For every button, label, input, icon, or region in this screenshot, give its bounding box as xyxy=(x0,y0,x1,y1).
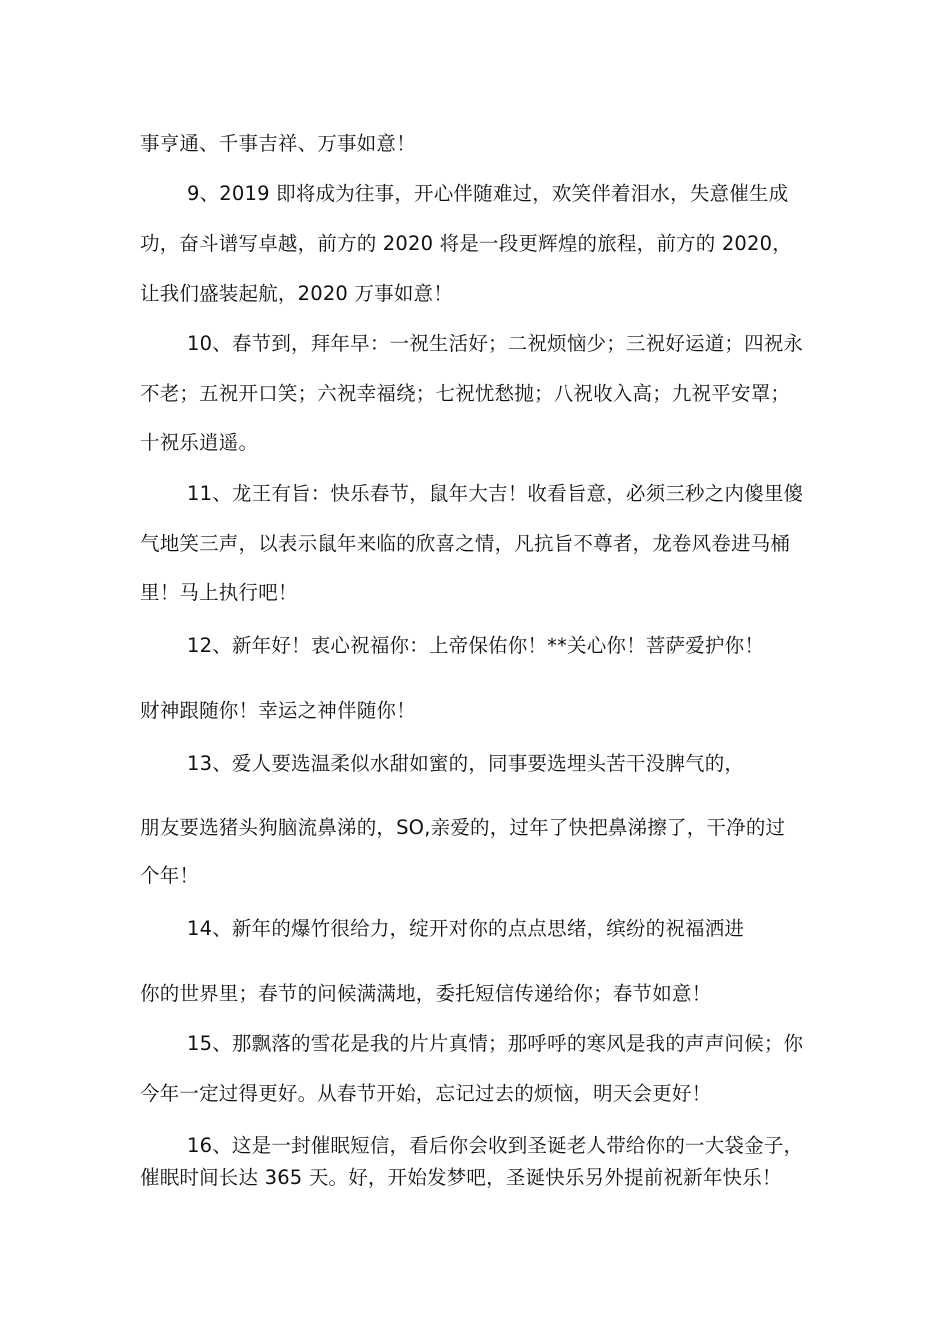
text-line: 事亨通、千事吉祥、万事如意！ xyxy=(140,132,416,155)
paragraph-10-line-3: 十祝乐逍遥。 xyxy=(140,431,259,454)
paragraph-13-line-1: 13、爱人要选温柔似水甜如蜜的，同事要选埋头苦干没脾气的， xyxy=(187,752,745,775)
paragraph-12-line-1: 12、新年好！衷心祝福你：上帝保佑你！**关心你！菩萨爱护你！ xyxy=(187,634,765,657)
paragraph-10-line-1: 10、春节到，拜年早：一祝生活好；二祝烦恼少；三祝好运道；四祝永 xyxy=(187,332,804,355)
paragraph-13-line-2: 朋友要选猪头狗脑流鼻涕的，SO,亲爱的，过年了快把鼻涕擦了，干净的过 xyxy=(140,816,786,839)
paragraph-9-line-3: 让我们盛装起航，2020 万事如意！ xyxy=(140,282,453,305)
paragraph-11-line-1: 11、龙王有旨：快乐春节，鼠年大吉！收看旨意，必须三秒之内傻里傻 xyxy=(187,482,804,505)
paragraph-14-line-1: 14、新年的爆竹很给力，绽开对你的点点思绪，缤纷的祝福洒进 xyxy=(187,917,745,940)
paragraph-10-line-2: 不老；五祝开口笑；六祝幸福绕；七祝忧愁抛；八祝收入高；九祝平安罩； xyxy=(140,382,791,405)
paragraph-9-line-2: 功，奋斗谱写卓越，前方的 2020 将是一段更辉煌的旅程，前方的 2020， xyxy=(140,232,792,255)
paragraph-15-line-2: 今年一定过得更好。从春节开始，忘记过去的烦恼，明天会更好！ xyxy=(140,1082,712,1105)
paragraph-14-line-2: 你的世界里；春节的问候满满地，委托短信传递给你；春节如意！ xyxy=(140,982,712,1005)
paragraph-16-line-2: 催眠时间长达 365 天。好，开始发梦吧，圣诞快乐另外提前祝新年快乐！ xyxy=(140,1166,782,1189)
paragraph-16-line-1: 16、这是一封催眠短信，看后你会收到圣诞老人带给你的一大袋金子， xyxy=(187,1134,804,1157)
paragraph-11-line-3: 里！马上执行吧！ xyxy=(140,581,298,604)
paragraph-15-line-1: 15、那飘落的雪花是我的片片真情；那呼呼的寒风是我的声声问候；你 xyxy=(187,1032,804,1055)
paragraph-13-line-3: 个年！ xyxy=(140,864,200,887)
paragraph-12-line-2: 财神跟随你！幸运之神伴随你！ xyxy=(140,699,416,722)
paragraph-9-line-1: 9、2019 即将成为往事，开心伴随难过，欢笑伴着泪水，失意催生成 xyxy=(187,182,789,205)
paragraph-11-line-2: 气地笑三声，以表示鼠年来临的欣喜之情，凡抗旨不尊者，龙卷风卷进马桶 xyxy=(140,532,791,555)
